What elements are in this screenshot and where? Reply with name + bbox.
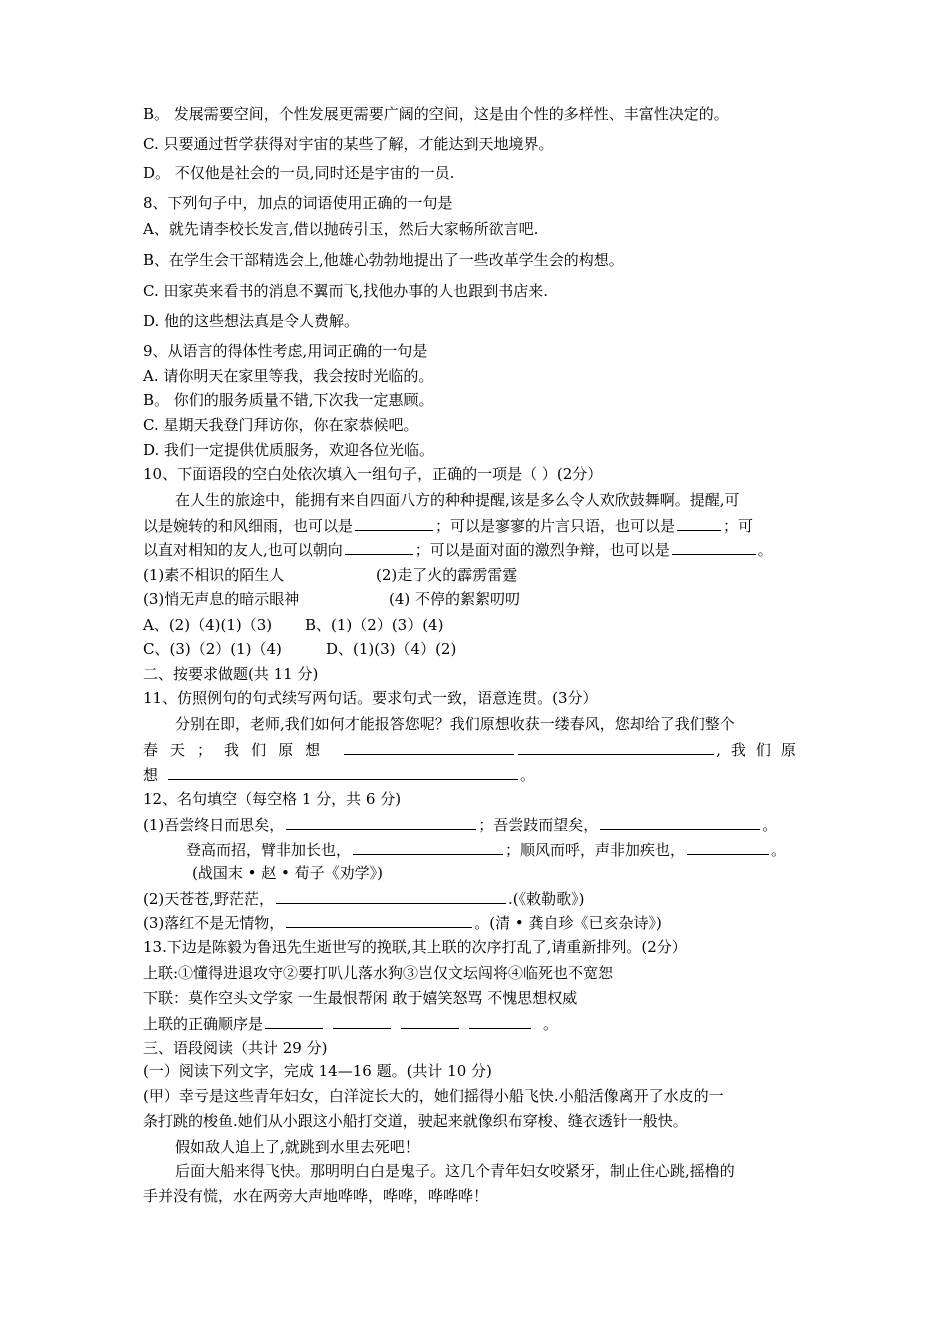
q13-lower-couplet: 下联：莫作空头文学家 一生最恨帮闲 敢于嬉笑怒骂 不愧思想权威 [143,989,578,1007]
text: 。 [757,541,773,559]
q10-option-a: A、(2)（4)(1)（3) [143,616,273,634]
q12-item-2 [143,888,585,910]
text: 原 [780,741,796,759]
text: 。 [762,816,778,834]
q12-item-3 [143,912,662,934]
blank-12b[interactable] [600,814,760,830]
q10-option-c: C、(3)（2）(1)（4) [143,640,282,658]
text: (3)落红不是无情物， [143,914,285,932]
blank-12a[interactable] [286,814,476,830]
text: 以直对相知的友人,也可以朝向 [143,541,343,559]
q7-option-d: D。 不仅他是社会的一员,同时还是宇宙的一员. [143,164,455,182]
blank-4[interactable] [672,539,756,555]
question-13: 13.下边是陈毅为鲁迅先生逝世写的挽联,其上联的次序打乱了,请重新排列。(2分） [143,938,687,956]
reading-1-instruction: (一）阅读下列文字，完成 14—16 题。(共计 10 分) [143,1062,492,1080]
q13-upper-couplet: 上联:①懂得进退攻守②要打叭儿落水狗③岂仅文坛闯将④临死也不宽恕 [143,964,614,982]
blank-12c[interactable] [353,839,503,855]
q8-option-c: C. 田家英来看书的消息不翼而飞,找他办事的人也跟到书店来. [143,282,549,300]
text: 。 [771,841,787,859]
q9-option-b: B。 你们的服务质量不错,下次我一定惠顾。 [143,391,434,409]
question-11: 11、仿照例句的句式续写两句话。要求句式一致，语意连贯。(3分） [143,689,598,707]
q12-item-1-cont [186,839,786,861]
text: 原 [278,741,294,759]
q10-passage-line-3 [143,539,773,561]
section-3-heading: 三、语段阅读（共计 29 分) [143,1039,328,1057]
text: 上联的正确顺序是 [143,1015,264,1033]
text: (2)天苍苍,野茫茫， [143,890,275,908]
blank-13c[interactable] [401,1013,459,1029]
text: ；可以是面对面的激烈争辩，也可以是 [414,541,670,559]
text: ；可 [723,517,754,535]
blank-12f[interactable] [286,912,472,928]
blank-1[interactable] [355,515,433,531]
q13-answer-line [143,1013,558,1035]
blank-13d[interactable] [469,1013,531,1029]
blank-2[interactable] [677,515,721,531]
text: 以是婉转的和风细雨，也可以是 [143,517,354,535]
text: 想 [143,766,159,784]
reading-passage-line-3: 假如敌人追上了,就跳到水里去死吧！ [175,1138,420,1156]
text: 们 [755,741,771,759]
q9-option-a: A. 请你明天在家里等我，我会按时光临的。 [143,367,434,385]
text: 我 [730,741,746,759]
text: .(《敕勒歌》) [508,890,585,908]
q8-option-a: A、就先请李校长发言,借以抛砖引玉，然后大家畅所欲言吧. [143,220,539,238]
q8-option-d: D. 他的这些想法真是令人费解。 [143,312,360,330]
reading-passage-line-1: (甲）幸亏是这些青年妇女，白洋淀长大的，她们摇得小船飞快.小船活像离开了水皮的一 [143,1087,724,1105]
q10-passage-line-2 [143,515,753,537]
blank-11c[interactable] [168,764,518,780]
q10-choice-1: (1)素不相识的陌生人 [143,566,285,584]
text: ；顺风而呼，声非加疾也， [505,841,686,859]
section-2-heading: 二、按要求做题(共 11 分) [143,665,319,683]
q9-option-d: D. 我们一定提供优质服务，欢迎各位光临。 [143,441,435,459]
q11-example: 分别在即，老师,我们如何才能报答您呢？我们原想收获一缕春风，您却给了我们整个 [175,715,735,733]
q10-choice-2: (2)走了火的霹雳雷霆 [376,566,518,584]
q11-line-3 [143,764,535,786]
q10-option-d: D、(1)(3)（4）(2) [326,640,457,658]
q10-choice-4: (4) 不停的絮絮叨叨 [389,590,521,608]
q12-item-1 [143,814,777,836]
blank-12d[interactable] [687,839,769,855]
q8-option-b: B、在学生会干部精选会上,他雄心勃勃地提出了一些改革学生会的构想。 [143,251,624,269]
text: , [716,741,721,759]
q11-line-2 [143,739,807,761]
reading-passage-line-4: 后面大船来得飞快。那明明白白是鬼子。这几个青年妇女咬紧牙，制止住心跳,摇橹的 [175,1162,735,1180]
text: 天 [170,741,186,759]
q10-choice-3: (3)悄无声息的暗示眼神 [143,590,300,608]
text: 。 [520,766,536,784]
blank-12e[interactable] [276,888,506,904]
q9-option-c: C. 星期天我登门拜访你，你在家恭候吧。 [143,416,419,434]
q12-source-1: (战国末 • 赵 • 荀子《劝学》) [192,864,383,882]
text: ；可以是寥寥的片言只语，也可以是 [435,517,676,535]
q7-option-c: C. 只要通过哲学获得对宇宙的某些了解，才能达到天地境界。 [143,135,554,153]
blank-3[interactable] [345,539,413,555]
text: ； [197,741,213,759]
text: 。 [543,1015,559,1033]
q7-option-b: B。 发展需要空间，个性发展更需要广阔的空间，这是由个性的多样性、丰富性决定的。 [143,105,729,123]
text: 我 [224,741,240,759]
question-10: 10、下面语段的空白处依次填入一组句子，正确的一项是（ ）(2分） [143,465,603,483]
text: ；吾尝跂而望矣， [478,816,599,834]
text: 们 [251,741,267,759]
text: 登高而招，臂非加长也， [186,841,352,859]
question-12: 12、名句填空（每空格 1 分，共 6 分) [143,790,402,808]
text: 。(清 • 龚自珍《已亥杂诗》) [474,914,662,932]
q10-option-b: B、(1)（2）(3）(4) [305,616,444,634]
reading-passage-line-5: 手并没有慌，水在两旁大声地哗哗，哗哗，哗哗哗！ [143,1187,489,1205]
blank-11a[interactable] [344,739,514,755]
text: 想 [305,741,321,759]
blank-13a[interactable] [265,1013,323,1029]
text: 春 [143,741,159,759]
text: (1)吾尝终日而思矣， [143,816,285,834]
q10-passage-line-1: 在人生的旅途中，能拥有来自四面八方的种种提醒,该是多么令人欢欣鼓舞啊。提醒,可 [175,491,740,509]
reading-passage-line-2: 条打跳的梭鱼.她们从小跟这小船打交道，驶起来就像织布穿梭、缝衣透针一般快。 [143,1112,688,1130]
question-9: 9、从语言的得体性考虑,用词正确的一句是 [143,342,428,360]
question-8: 8、下列句子中，加点的词语使用正确的一句是 [143,194,453,212]
blank-11b[interactable] [518,739,714,755]
blank-13b[interactable] [333,1013,391,1029]
